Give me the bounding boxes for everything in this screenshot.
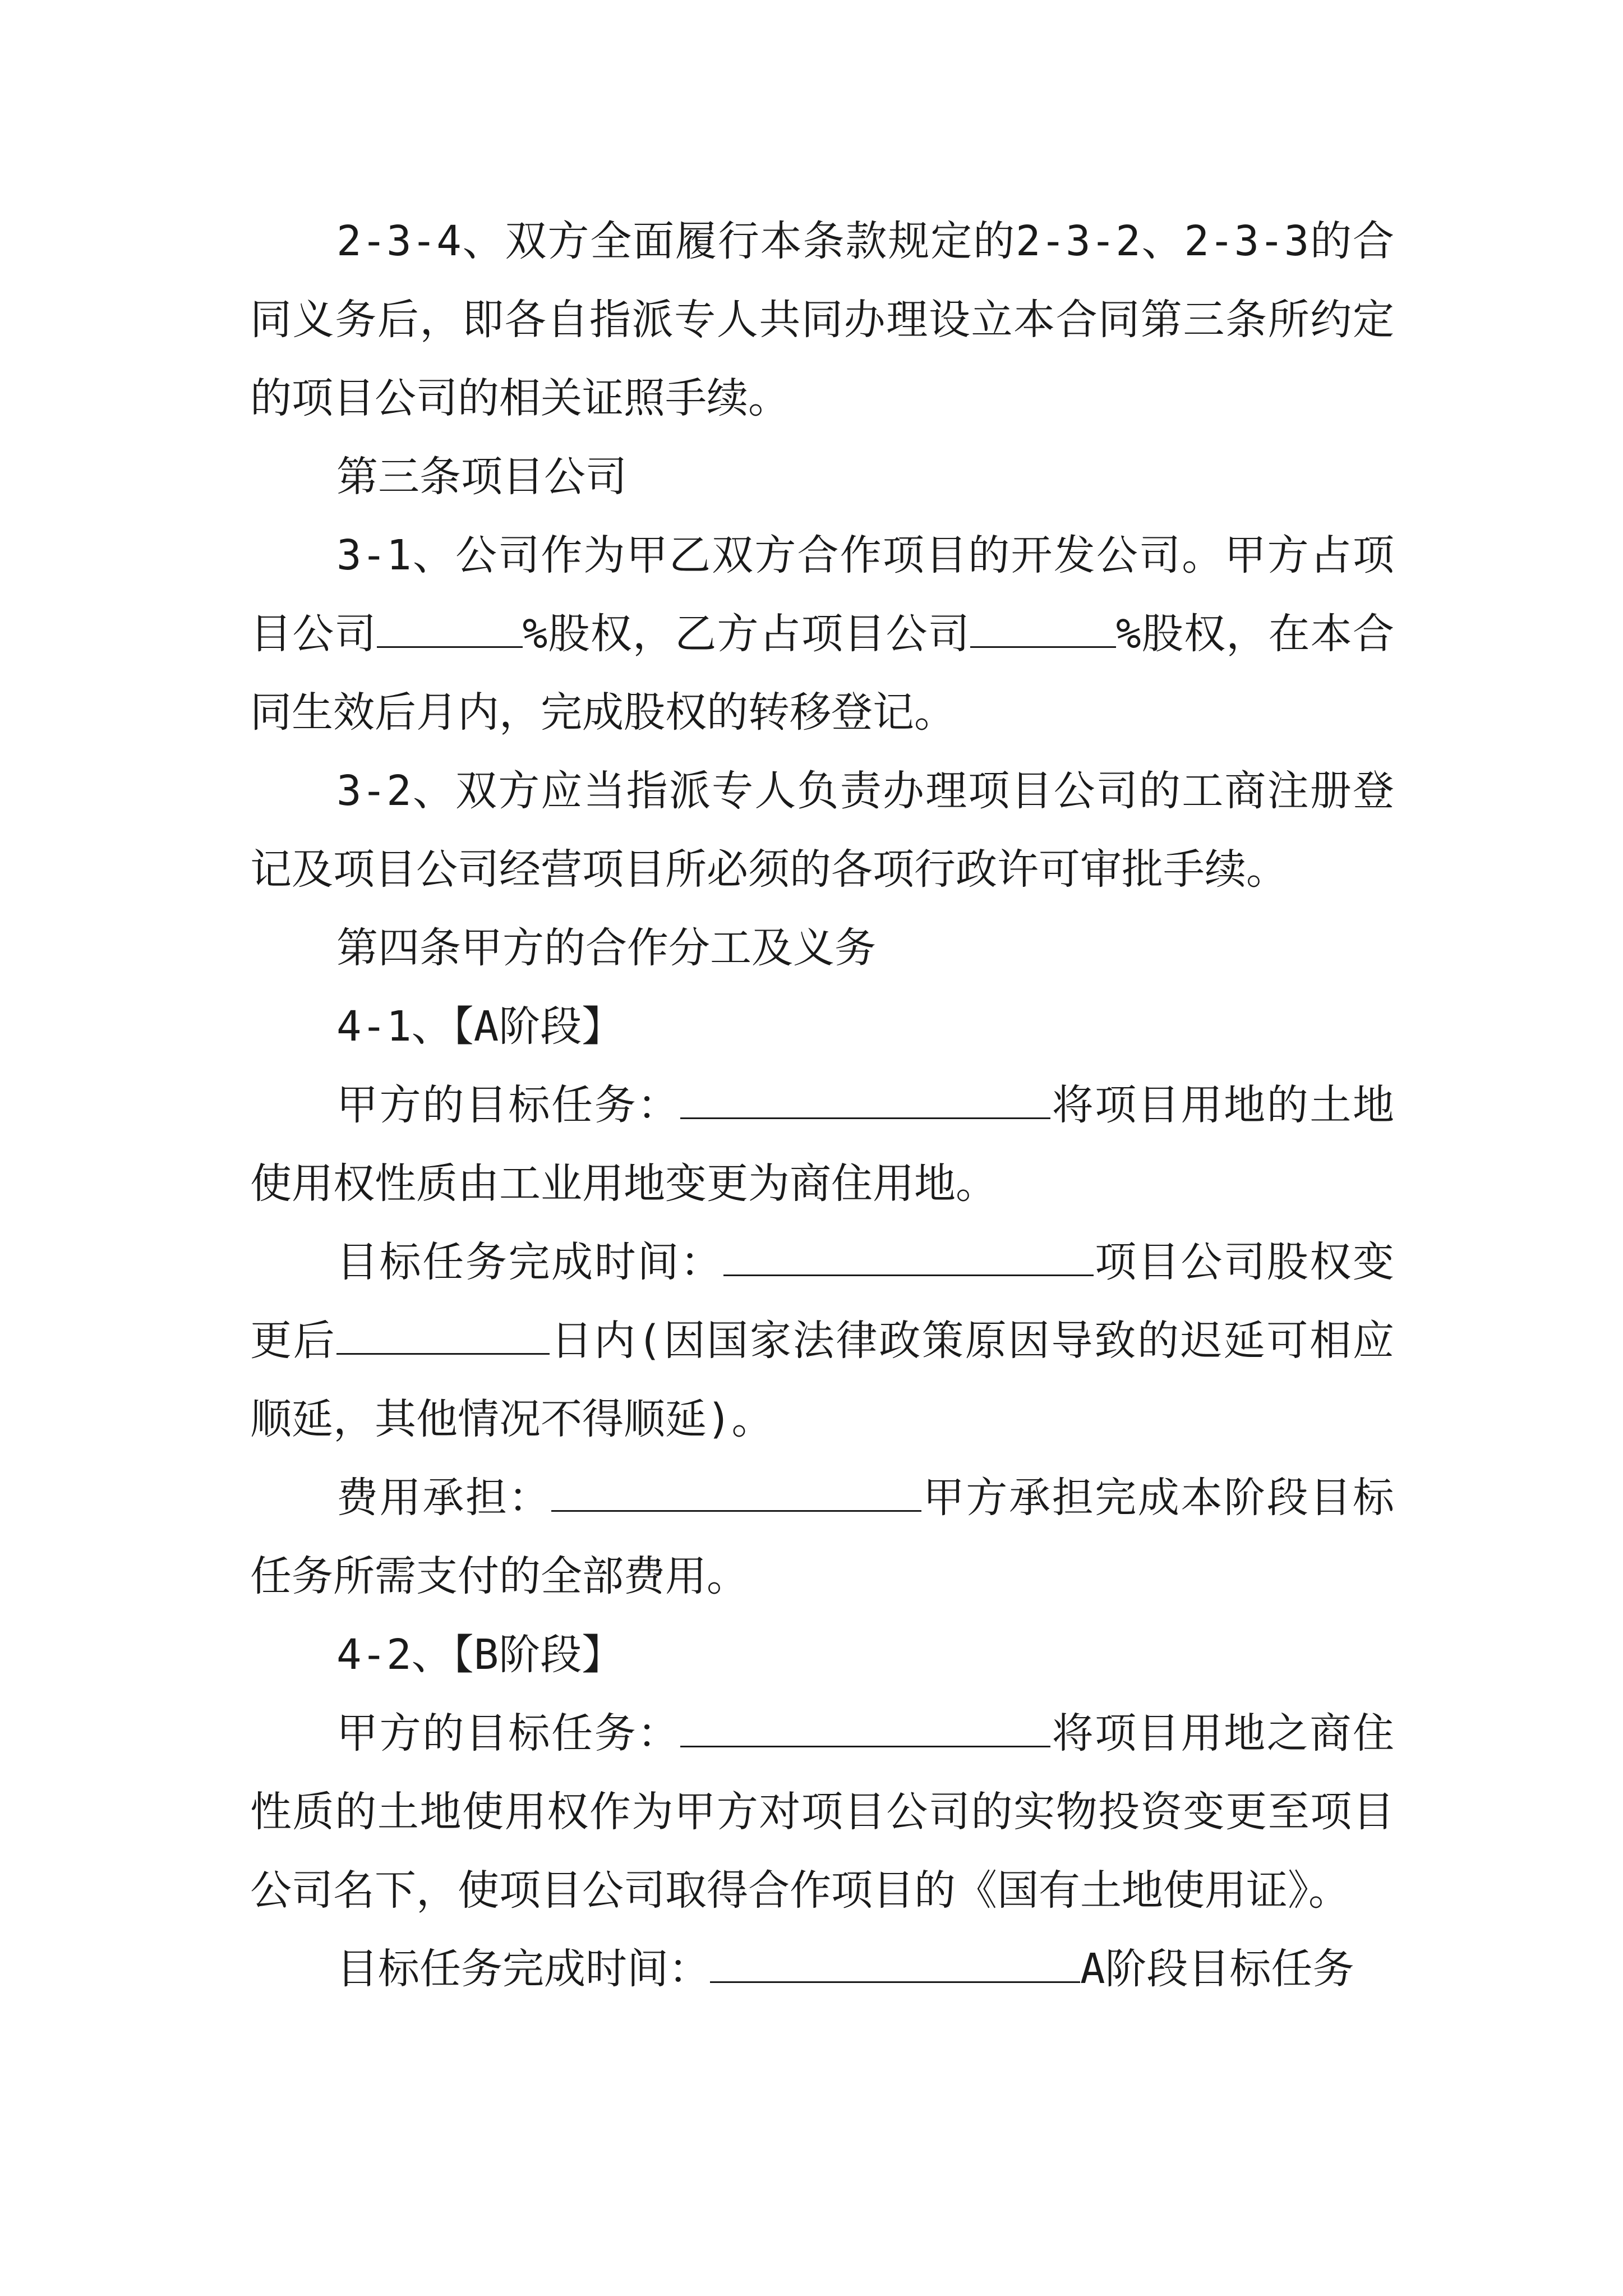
- clause-4-1-heading: 4-1、【A阶段】: [336, 1002, 624, 1051]
- clause-4-2-heading: 4-2、【B阶段】: [336, 1631, 624, 1679]
- stage-a-task: 甲方的目标任务： 将项目用地的土地使用权性质由工业用地变更为商住用地。: [250, 1081, 1394, 1208]
- blank-line: [723, 1240, 1094, 1276]
- blank-line: [336, 1318, 550, 1355]
- contract-text: [250, 202, 1394, 2008]
- stage-b-task: 甲方的目标任务： 将项目用地之商住性质的土地使用权作为甲方对项目公司的实物投资变更至项目公司名下，使项目公司取得合作项目的《国有土地使用证》。: [250, 1709, 1394, 1915]
- article-4-heading: 第四条甲方的合作分工及义务: [336, 924, 876, 972]
- stage-a-cost: 费用承担： 甲方承担完成本阶段目标任务所需支付的全部费用。: [250, 1474, 1394, 1600]
- blank-line: [551, 1475, 921, 1512]
- clause-2-3-4: 2-3-4、双方全面履行本条款规定的2-3-2、2-3-3的合同义务后，即各自指派专人共同办理设立本合同第三条所约定的项目公司的相关证照手续。: [250, 217, 1394, 422]
- blank-line: [377, 611, 523, 648]
- clause-3-2: 3-2、双方应当指派专人负责办理项目公司的工商注册登记及项目公司经营项目所必须的各项行政许可审批手续。: [250, 767, 1394, 894]
- blank-line: [710, 1947, 1080, 1983]
- stage-a-time: 目标任务完成时间： 项目公司股权变更后 日内(因国家法律政策原因导致的迟延可相应顺延，其他情况不得顺延)。: [250, 1238, 1394, 1443]
- stage-b-time: 目标任务完成时间： A阶段目标任务: [336, 1945, 1354, 1993]
- article-3-heading: 第三条项目公司: [336, 453, 627, 501]
- blank-line: [970, 611, 1116, 648]
- clause-3-1: 3-1、公司作为甲乙双方合作项目的开发公司。甲方占项目公司 %股权，乙方占项目公司 %股权，在本合同生效后月内，完成股权的转移登记。: [250, 531, 1394, 737]
- blank-line: [680, 1711, 1050, 1747]
- blank-line: [680, 1083, 1050, 1119]
